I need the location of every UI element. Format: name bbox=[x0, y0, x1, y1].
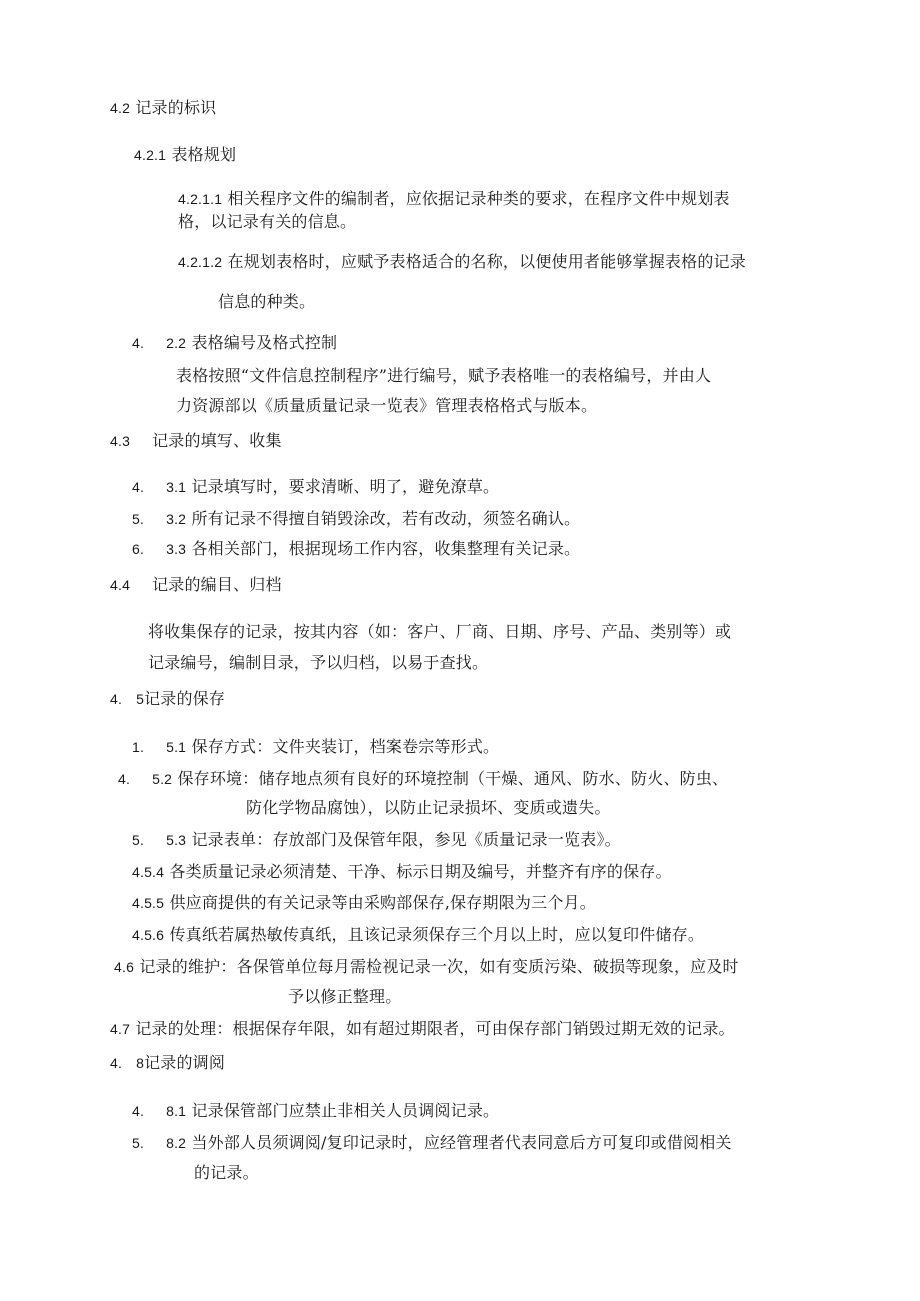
clause-4-3-2 bbox=[132, 509, 580, 529]
paragraph-text: 表格按照“文件信息控制程序”进行编号，赋予表格唯一的表格编号，并由人 bbox=[176, 366, 712, 385]
paragraph-text: 记录编号，编制目录，予以归档，以易于查找。 bbox=[148, 653, 489, 672]
clause-text: 各相关部门，根据现场工作内容，收集整理有关记录。 bbox=[191, 539, 581, 558]
section-number: 2.2 bbox=[166, 335, 187, 351]
clause-number: 4.5.5 bbox=[132, 895, 165, 911]
list-marker: 5. bbox=[132, 511, 145, 527]
clause-4-2-1-1-line1 bbox=[178, 189, 730, 209]
clause-4-5-6 bbox=[132, 925, 704, 945]
paragraph-text: 力资源部以《质量质量记录一览表》管理表格格式与版本。 bbox=[176, 396, 598, 415]
heading-4-3 bbox=[110, 431, 282, 451]
clause-text: 相关程序文件的编制者，应依据记录种类的要求，在程序文件中规划表 bbox=[227, 189, 730, 208]
heading-4-4 bbox=[110, 575, 282, 595]
list-marker: 6. bbox=[132, 541, 145, 557]
clause-text: 保存方式：文件夹装订，档案卷宗等形式。 bbox=[191, 737, 500, 756]
clause-text: 在规划表格时，应赋予表格适合的名称，以便使用者能够掌握表格的记录 bbox=[227, 252, 746, 271]
section-number: 4.2 bbox=[110, 100, 131, 116]
clause-number: 5.1 bbox=[166, 739, 187, 755]
clause-4-7 bbox=[110, 1019, 735, 1039]
section-number: 4.7 bbox=[110, 1021, 131, 1037]
heading-4-2 bbox=[110, 98, 216, 118]
clause-text: 信息的种类。 bbox=[218, 292, 316, 311]
paragraph-4-4-line2 bbox=[148, 653, 488, 673]
clause-4-6-line1 bbox=[114, 957, 739, 977]
section-number: 4.6 bbox=[114, 959, 135, 975]
clause-number: 4.2.1.2 bbox=[178, 254, 223, 270]
clause-number: 3.3 bbox=[166, 541, 187, 557]
section-title: 记录的标识 bbox=[135, 98, 217, 117]
section-number: 4.4 bbox=[110, 577, 131, 593]
clause-text: 记录保管部门应禁止非相关人员调阅记录。 bbox=[191, 1101, 500, 1120]
clause-text: 记录的处理：根据保存年限，如有超过期限者，可由保存部门销毁过期无效的记录。 bbox=[135, 1019, 735, 1038]
heading-4-2-2 bbox=[132, 333, 337, 353]
list-marker: 4. bbox=[132, 479, 145, 495]
section-title: 表格规划 bbox=[171, 145, 237, 164]
clause-4-2-1-2-line1 bbox=[178, 252, 746, 272]
clause-text: 当外部人员须调阅/复印记录时，应经管理者代表同意后方可复印或借阅相关 bbox=[191, 1133, 732, 1152]
clause-text: 各类质量记录必须清楚、干净、标示日期及编号，并整齐有序的保存。 bbox=[169, 862, 672, 881]
clause-text: 记录填写时，要求清晰、明了，避免潦草。 bbox=[191, 477, 500, 496]
list-marker: 5. bbox=[132, 832, 145, 848]
section-number: 4.2.1 bbox=[134, 147, 167, 163]
heading-4-5 bbox=[110, 689, 225, 709]
heading-4-8 bbox=[110, 1053, 225, 1073]
clause-4-5-5 bbox=[132, 893, 596, 913]
clause-4-5-3 bbox=[132, 830, 621, 850]
clause-text: 予以修正整理。 bbox=[288, 987, 402, 1006]
section-number: 4.3 bbox=[110, 433, 131, 449]
clause-number: 3.2 bbox=[166, 511, 187, 527]
clause-number: 3.1 bbox=[166, 479, 187, 495]
list-marker: 4. bbox=[110, 1055, 123, 1071]
clause-number: 5.3 bbox=[166, 832, 187, 848]
section-title: 记录的调阅 bbox=[144, 1053, 226, 1072]
clause-4-2-1-2-line2 bbox=[218, 292, 315, 312]
clause-4-8-1 bbox=[132, 1101, 499, 1121]
paragraph-4-4-line1 bbox=[148, 622, 731, 642]
paragraph-4-2-2-line1 bbox=[176, 366, 711, 386]
heading-4-2-1 bbox=[134, 145, 236, 165]
clause-4-5-1 bbox=[132, 737, 499, 757]
clause-4-5-2-line2 bbox=[246, 798, 611, 818]
clause-number: 5.2 bbox=[152, 771, 173, 787]
list-marker: 1. bbox=[132, 739, 145, 755]
list-marker: 5. bbox=[132, 1135, 145, 1151]
list-marker: 4. bbox=[132, 335, 145, 351]
section-title: 记录的编目、归档 bbox=[152, 575, 282, 594]
clause-4-5-2-line1 bbox=[118, 769, 728, 789]
paragraph-4-2-2-line2 bbox=[176, 396, 597, 416]
clause-4-8-2-line1 bbox=[132, 1133, 732, 1153]
clause-text: 记录表单：存放部门及保管年限，参见《质量记录一览表》。 bbox=[191, 830, 621, 849]
section-title: 记录的填写、收集 bbox=[152, 431, 282, 450]
clause-text: 供应商提供的有关记录等由采购部保存,保存期限为三个月。 bbox=[169, 893, 596, 912]
clause-number: 8.2 bbox=[166, 1135, 187, 1151]
clause-number: 8.1 bbox=[166, 1103, 187, 1119]
clause-text: 保存环境：储存地点须有良好的环境控制（干燥、通风、防水、防火、防虫、 bbox=[177, 769, 729, 788]
list-marker: 4. bbox=[132, 1103, 145, 1119]
clause-4-3-1 bbox=[132, 477, 499, 497]
clause-text: 所有记录不得擅自销毁涂改，若有改动，须签名确认。 bbox=[191, 509, 581, 528]
section-number: 5 bbox=[136, 691, 145, 707]
clause-number: 4.5.4 bbox=[132, 864, 165, 880]
clause-number: 4.5.6 bbox=[132, 927, 165, 943]
clause-text: 的记录。 bbox=[194, 1163, 259, 1182]
clause-4-6-line2 bbox=[288, 987, 401, 1007]
section-number: 8 bbox=[136, 1055, 145, 1071]
clause-text: 防化学物品腐蚀），以防止记录损坏、变质或遗失。 bbox=[246, 798, 611, 817]
clause-4-3-3 bbox=[132, 539, 580, 559]
paragraph-text: 将收集保存的记录，按其内容（如：客户、厂商、日期、序号、产品、类别等）或 bbox=[148, 622, 732, 641]
clause-4-2-1-1-line2 bbox=[178, 212, 356, 232]
section-title: 表格编号及格式控制 bbox=[191, 333, 338, 352]
clause-text: 传真纸若属热敏传真纸，且该记录须保存三个月以上时，应以复印件储存。 bbox=[169, 925, 705, 944]
clause-4-5-4 bbox=[132, 862, 672, 882]
clause-4-8-2-line2 bbox=[194, 1163, 259, 1183]
clause-text: 记录的维护：各保管单位每月需检视记录一次，如有变质污染、破损等现象，应及时 bbox=[139, 957, 739, 976]
clause-number: 4.2.1.1 bbox=[178, 191, 223, 207]
list-marker: 4. bbox=[118, 771, 131, 787]
list-marker: 4. bbox=[110, 691, 123, 707]
section-title: 记录的保存 bbox=[144, 689, 226, 708]
clause-text: 格，以记录有关的信息。 bbox=[178, 212, 357, 231]
